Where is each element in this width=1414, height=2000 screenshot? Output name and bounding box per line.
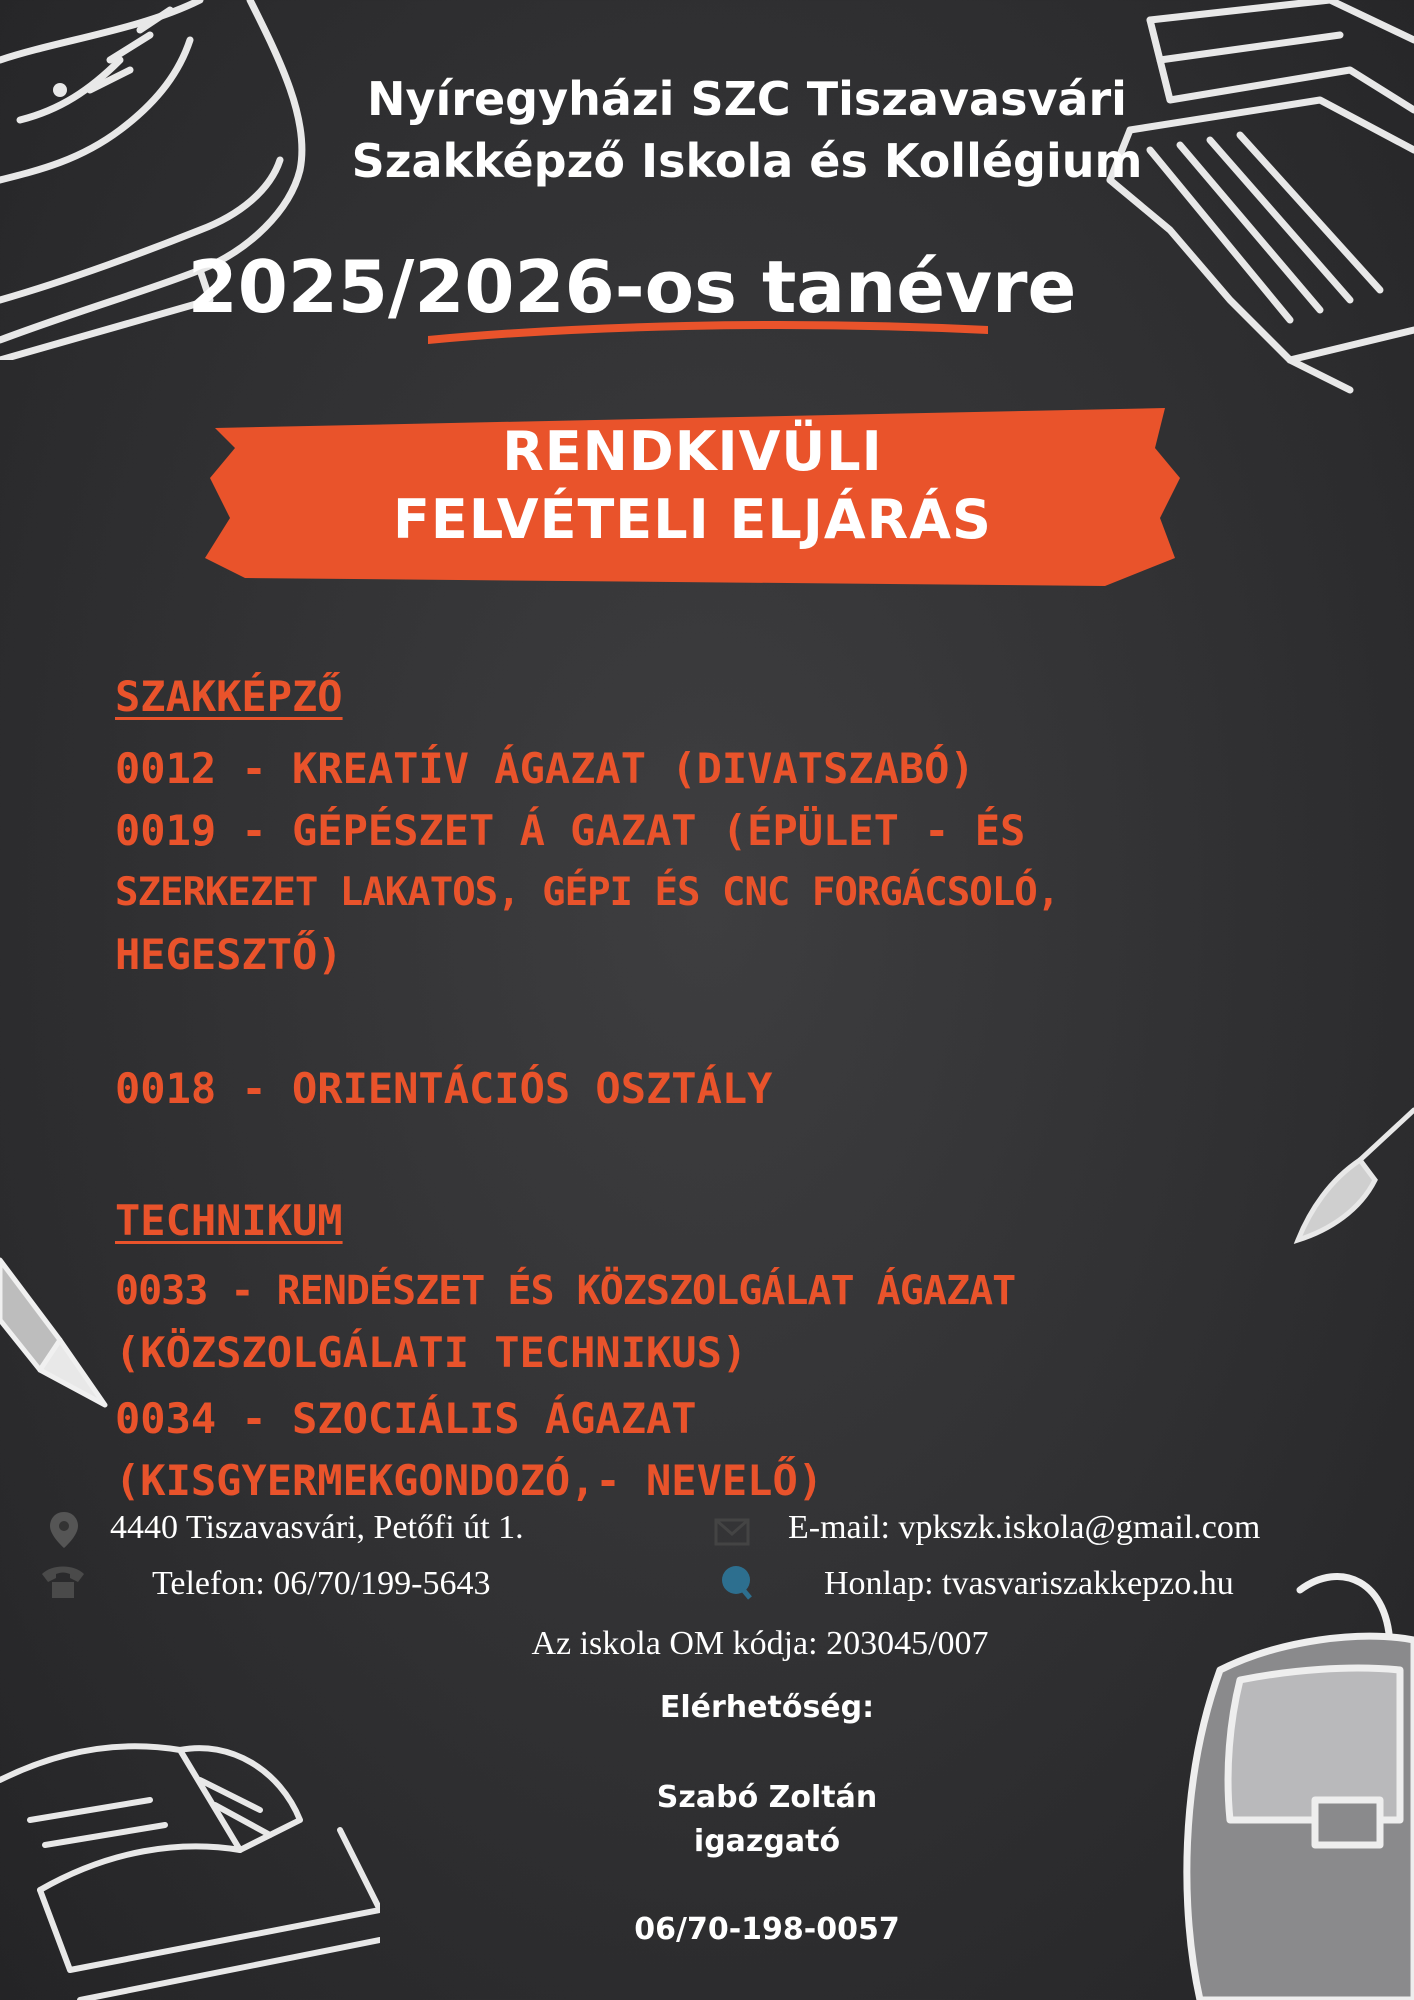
program-item: (KISGYERMEKGONDOZÓ,- NEVELŐ) xyxy=(115,1456,824,1505)
brush-drawing xyxy=(1290,1090,1414,1250)
location-pin-icon xyxy=(44,1510,84,1550)
contact-phone[interactable]: 06/70-198-0057 xyxy=(634,1912,900,1947)
availability-label: Elérhetőség: xyxy=(659,1690,875,1725)
address: 4440 Tiszavasvári, Petőfi út 1. xyxy=(110,1509,524,1546)
website[interactable]: Honlap: tvasvariszakkepzo.hu xyxy=(824,1565,1234,1602)
email-icon xyxy=(712,1512,752,1552)
email[interactable]: E-mail: vpkszk.iskola@gmail.com xyxy=(788,1509,1261,1546)
program-item: (KÖZSZOLGÁLATI TECHNIKUS) xyxy=(115,1328,748,1377)
program-item: HEGESZTŐ) xyxy=(115,930,343,979)
om-code: Az iskola OM kódja: 203045/007 xyxy=(531,1625,989,1662)
program-item: 0033 - RENDÉSZET ÉS KÖZSZOLGÁLAT ÁGAZAT xyxy=(115,1268,1016,1314)
banner-line2: FELVÉTELI ELJÁRÁS xyxy=(393,488,992,551)
banner-line1: RENDKIVÜLI xyxy=(502,420,883,483)
program-item: 0034 - SZOCIÁLIS ÁGAZAT xyxy=(115,1394,697,1443)
school-name xyxy=(0,68,1414,192)
program-item: 0019 - GÉPÉSZET Á GAZAT (ÉPÜLET - ÉS xyxy=(115,806,1026,855)
banner-title xyxy=(205,418,1180,554)
orientation-class: 0018 - ORIENTÁCIÓS OSZTÁLY xyxy=(115,1064,773,1113)
contact-name: Szabó Zoltán xyxy=(656,1780,878,1815)
phone-icon xyxy=(38,1562,88,1602)
books-drawing xyxy=(1090,0,1414,400)
phone[interactable]: Telefon: 06/70/199-5643 xyxy=(152,1565,491,1602)
globe-icon xyxy=(716,1562,756,1602)
szakkepzo-heading: SZAKKÉPZŐ xyxy=(115,672,343,721)
program-item: 0012 - KREATÍV ÁGAZAT (DIVATSZABÓ) xyxy=(115,744,975,793)
technikum-heading: TECHNIKUM xyxy=(115,1196,343,1245)
title-underline xyxy=(428,316,988,346)
school-year-title: 2025/2026-os tanévre xyxy=(187,245,1077,329)
program-item: SZERKEZET LAKATOS, GÉPI ÉS CNC FORGÁCSOLÓ, xyxy=(115,870,1060,915)
pencil-drawing xyxy=(0,1230,120,1420)
school-name-line2: Szakképző Iskola és Kollégium xyxy=(351,134,1143,188)
school-name-line1: Nyíregyházi SZC Tiszavasvári xyxy=(367,72,1127,126)
contact-role: igazgató xyxy=(693,1824,841,1859)
